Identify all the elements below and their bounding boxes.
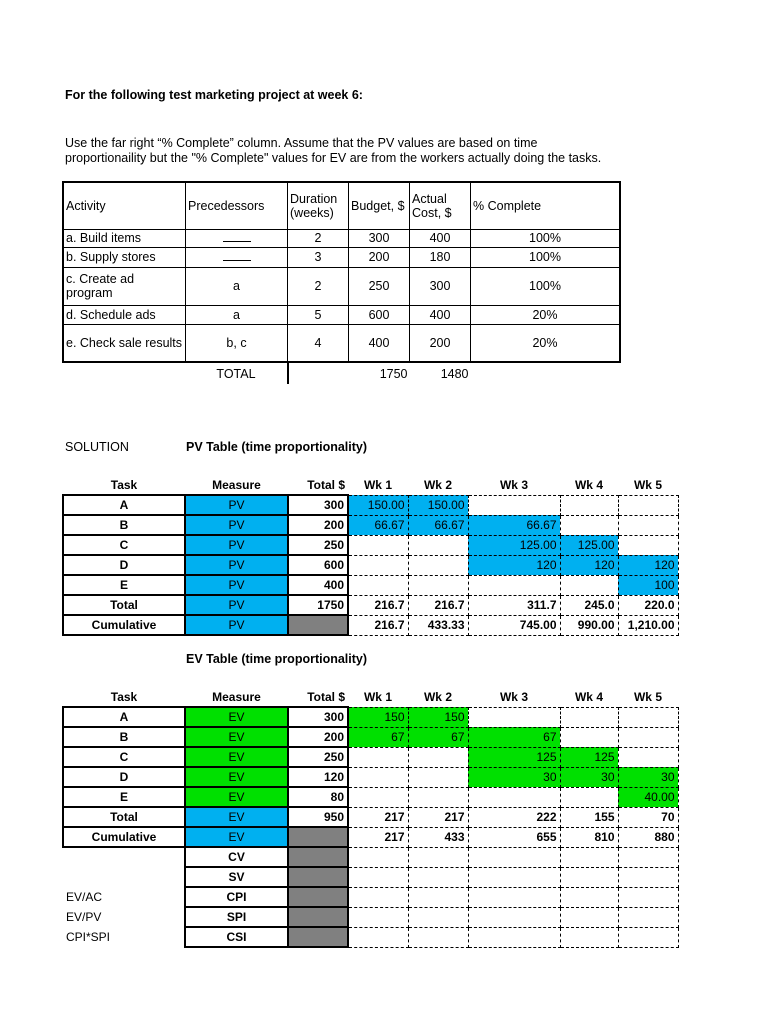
week-1-cell — [348, 747, 408, 767]
week-5-cell: 40.00 — [618, 787, 678, 807]
header-total: Total $ — [307, 478, 345, 492]
week-2-cell: 216.7 — [408, 595, 468, 615]
week-1-cell: 217 — [348, 827, 408, 847]
project-row — [63, 247, 620, 267]
metric-week-5-cell — [618, 907, 678, 927]
metric-total-cell — [288, 907, 348, 927]
header-predecessors: Precedessors — [186, 182, 288, 229]
actual-cell: 300 — [410, 267, 471, 305]
metric-week-4-cell — [560, 867, 618, 887]
week-2-cell: 67 — [408, 727, 468, 747]
header-budget: Budget, $ — [349, 182, 410, 229]
metric-week-4-cell — [560, 927, 618, 947]
metric-week-5-cell — [618, 887, 678, 907]
metric-formula-label: EV/AC — [66, 890, 103, 904]
header-activity: Activity — [63, 182, 186, 229]
measure-cell: EV — [185, 727, 288, 747]
metric-week-4-cell — [560, 887, 618, 907]
project-total-row — [63, 362, 620, 384]
actual-cell: 400 — [410, 305, 471, 324]
week-4-cell — [560, 707, 618, 727]
task-cell: Total — [63, 595, 185, 615]
complete-cell: 100% — [471, 229, 621, 247]
metric-week-3-cell — [468, 927, 560, 947]
table-row — [63, 727, 678, 747]
metric-formula-label: EV/PV — [66, 910, 102, 924]
header-measure: Measure — [212, 478, 261, 492]
task-cell: Cumulative — [63, 615, 185, 635]
week-1-cell: 216.7 — [348, 595, 408, 615]
budget-cell: 300 — [349, 229, 410, 247]
pv-table — [62, 476, 679, 636]
header-wk3: Wk 3 — [499, 690, 528, 705]
total-cell: 1750 — [288, 595, 348, 615]
week-5-cell: 100 — [618, 575, 678, 595]
task-cell: C — [63, 535, 185, 555]
week-3-cell: 222 — [468, 807, 560, 827]
metric-week-1-cell — [348, 907, 408, 927]
measure-cell: EV — [185, 767, 288, 787]
metric-week-5-cell — [618, 867, 678, 887]
table-row — [63, 747, 678, 767]
metric-week-3-cell — [468, 867, 560, 887]
header-task: Task — [110, 690, 138, 704]
metric-measure-cell: CPI — [185, 887, 288, 907]
week-5-cell — [618, 727, 678, 747]
metric-measure-cell: CV — [185, 847, 288, 867]
task-cell: Cumulative — [63, 827, 185, 847]
predecessor-blank — [186, 229, 288, 247]
header-wk2: Wk 2 — [423, 478, 452, 493]
duration-cell: 4 — [288, 324, 349, 362]
week-2-cell: 217 — [408, 807, 468, 827]
measure-cell: EV — [185, 787, 288, 807]
metric-week-1-cell — [348, 887, 408, 907]
week-4-cell: 990.00 — [560, 615, 618, 635]
metric-row — [63, 907, 678, 927]
table-row — [63, 807, 678, 827]
metric-measure-cell: SPI — [185, 907, 288, 927]
table-row — [63, 495, 678, 515]
total-cell: 200 — [288, 727, 348, 747]
actual-cell: 180 — [410, 247, 471, 267]
week-5-cell — [618, 707, 678, 727]
week-3-cell: 30 — [468, 767, 560, 787]
week-3-cell: 745.00 — [468, 615, 560, 635]
week-3-cell — [468, 707, 560, 727]
week-3-cell — [468, 575, 560, 595]
task-cell: E — [63, 787, 185, 807]
task-cell: B — [63, 515, 185, 535]
week-5-cell: 880 — [618, 827, 678, 847]
week-5-cell: 1,210.00 — [618, 615, 678, 635]
metric-measure-cell: CSI — [185, 927, 288, 947]
week-5-cell — [618, 495, 678, 515]
pv-table-title: PV Table (time proportionality) — [186, 440, 368, 454]
week-2-cell — [408, 575, 468, 595]
complete-cell: 20% — [471, 305, 621, 324]
metric-week-4-cell — [560, 907, 618, 927]
total-label: TOTAL — [186, 362, 288, 384]
week-5-cell: 70 — [618, 807, 678, 827]
week-1-cell — [348, 787, 408, 807]
table-row — [63, 615, 678, 635]
header-wk2: Wk 2 — [423, 690, 452, 705]
ev-table-title: EV Table (time proportionality) — [186, 652, 368, 666]
week-4-cell — [560, 727, 618, 747]
total-cell: 300 — [288, 495, 348, 515]
measure-cell: EV — [185, 827, 288, 847]
ev-table — [62, 688, 679, 948]
week-4-cell: 30 — [560, 767, 618, 787]
page-title: For the following test marketing project at week 6: — [65, 88, 363, 102]
instructions-text: Use the far right “% Complete” column. Assume that the PV values are based on time proportionaility but the "% Complete" values for EV are from the workers actually doing the tasks. — [65, 136, 602, 165]
measure-cell: PV — [185, 615, 288, 635]
header-actual-cost: Actual Cost, $ — [410, 182, 471, 229]
week-3-cell: 67 — [468, 727, 560, 747]
measure-cell: PV — [185, 535, 288, 555]
week-2-cell: 433.33 — [408, 615, 468, 635]
week-4-cell: 120 — [560, 555, 618, 575]
table-row — [63, 535, 678, 555]
week-2-cell: 66.67 — [408, 515, 468, 535]
week-4-cell — [560, 515, 618, 535]
table-row — [63, 595, 678, 615]
budget-cell: 400 — [349, 324, 410, 362]
total-cell: 300 — [288, 707, 348, 727]
week-3-cell: 311.7 — [468, 595, 560, 615]
budget-cell: 250 — [349, 267, 410, 305]
week-2-cell — [408, 535, 468, 555]
project-row — [63, 229, 620, 247]
task-cell: B — [63, 727, 185, 747]
table-row — [63, 827, 678, 847]
metric-measure-cell: SV — [185, 867, 288, 887]
week-2-cell — [408, 767, 468, 787]
budget-cell: 200 — [349, 247, 410, 267]
week-1-cell: 216.7 — [348, 615, 408, 635]
week-5-cell: 120 — [618, 555, 678, 575]
measure-cell: PV — [185, 555, 288, 575]
complete-cell: 100% — [471, 267, 621, 305]
total-cell: 250 — [288, 535, 348, 555]
metric-week-2-cell — [408, 927, 468, 947]
week-5-cell: 30 — [618, 767, 678, 787]
week-2-cell: 433 — [408, 827, 468, 847]
duration-cell: 5 — [288, 305, 349, 324]
duration-cell: 2 — [288, 229, 349, 247]
activity-cell: d. Schedule ads — [63, 305, 186, 324]
week-2-cell: 150 — [408, 707, 468, 727]
week-4-cell: 810 — [560, 827, 618, 847]
week-1-cell: 217 — [348, 807, 408, 827]
metric-week-3-cell — [468, 847, 560, 867]
header-wk5: Wk 5 — [633, 478, 662, 493]
metric-total-cell — [288, 867, 348, 887]
week-2-cell — [408, 747, 468, 767]
metric-week-4-cell — [560, 847, 618, 867]
week-1-cell: 67 — [348, 727, 408, 747]
duration-cell: 2 — [288, 267, 349, 305]
metric-formula-label — [63, 847, 185, 867]
header-wk3: Wk 3 — [499, 478, 528, 493]
metric-week-3-cell — [468, 907, 560, 927]
week-4-cell — [560, 787, 618, 807]
header-total: Total $ — [307, 690, 345, 704]
activity-cell: b. Supply stores — [63, 247, 186, 267]
table-row — [63, 787, 678, 807]
task-cell: C — [63, 747, 185, 767]
measure-cell: EV — [185, 807, 288, 827]
metric-formula-label: CPI*SPI — [66, 930, 111, 944]
task-cell: A — [63, 495, 185, 515]
metric-week-5-cell — [618, 927, 678, 947]
project-row — [63, 305, 620, 324]
solution-label: SOLUTION — [65, 440, 129, 454]
week-5-cell — [618, 747, 678, 767]
measure-cell: PV — [185, 595, 288, 615]
metric-week-2-cell — [408, 847, 468, 867]
metric-row — [63, 847, 678, 867]
predecessor-cell: a — [186, 267, 288, 305]
week-2-cell — [408, 555, 468, 575]
header-wk5: Wk 5 — [633, 690, 662, 705]
week-3-cell: 125.00 — [468, 535, 560, 555]
measure-cell: EV — [185, 747, 288, 767]
table-row — [63, 707, 678, 727]
week-1-cell — [348, 767, 408, 787]
week-5-cell: 220.0 — [618, 595, 678, 615]
metric-week-2-cell — [408, 907, 468, 927]
week-4-cell: 245.0 — [560, 595, 618, 615]
week-1-cell — [348, 535, 408, 555]
total-cell: 600 — [288, 555, 348, 575]
predecessor-blank — [186, 247, 288, 267]
metric-week-5-cell — [618, 847, 678, 867]
activity-cell: e. Check sale results — [63, 324, 186, 362]
total-actual: 1480 — [410, 362, 471, 384]
week-5-cell — [618, 535, 678, 555]
week-1-cell: 150.00 — [348, 495, 408, 515]
header-wk4: Wk 4 — [574, 478, 603, 493]
week-3-cell — [468, 787, 560, 807]
table-row — [63, 555, 678, 575]
metric-week-2-cell — [408, 887, 468, 907]
header-complete: % Complete — [471, 182, 621, 229]
week-3-cell — [468, 495, 560, 515]
total-cell — [288, 615, 348, 635]
measure-cell: PV — [185, 575, 288, 595]
measure-cell: PV — [185, 495, 288, 515]
header-wk4: Wk 4 — [574, 690, 603, 705]
week-4-cell — [560, 495, 618, 515]
metric-total-cell — [288, 847, 348, 867]
actual-cell: 400 — [410, 229, 471, 247]
week-1-cell — [348, 575, 408, 595]
activity-cell: a. Build items — [63, 229, 186, 247]
week-5-cell — [618, 515, 678, 535]
metric-formula-label — [63, 867, 185, 887]
metric-total-cell — [288, 927, 348, 947]
budget-cell: 600 — [349, 305, 410, 324]
week-3-cell: 125 — [468, 747, 560, 767]
measure-cell: EV — [185, 707, 288, 727]
task-cell: Total — [63, 807, 185, 827]
project-row — [63, 267, 620, 305]
total-cell: 200 — [288, 515, 348, 535]
total-budget: 1750 — [349, 362, 410, 384]
table-row — [63, 767, 678, 787]
task-cell: A — [63, 707, 185, 727]
metric-row — [63, 887, 678, 907]
metric-row — [63, 927, 678, 947]
metric-week-1-cell — [348, 867, 408, 887]
total-cell: 250 — [288, 747, 348, 767]
table-row — [63, 515, 678, 535]
total-cell: 120 — [288, 767, 348, 787]
header-wk1: Wk 1 — [363, 478, 392, 493]
week-1-cell: 66.67 — [348, 515, 408, 535]
measure-cell: PV — [185, 515, 288, 535]
metric-total-cell — [288, 887, 348, 907]
week-4-cell: 125 — [560, 747, 618, 767]
week-4-cell: 155 — [560, 807, 618, 827]
metric-week-2-cell — [408, 867, 468, 887]
header-duration: Duration (weeks) — [288, 182, 349, 229]
total-cell: 400 — [288, 575, 348, 595]
metric-week-1-cell — [348, 847, 408, 867]
total-cell: 950 — [288, 807, 348, 827]
week-1-cell: 150 — [348, 707, 408, 727]
task-cell: D — [63, 767, 185, 787]
project-row — [63, 324, 620, 362]
complete-cell: 20% — [471, 324, 621, 362]
week-2-cell: 150.00 — [408, 495, 468, 515]
week-3-cell: 120 — [468, 555, 560, 575]
header-task: Task — [110, 478, 138, 492]
week-3-cell: 655 — [468, 827, 560, 847]
week-4-cell — [560, 575, 618, 595]
metric-row — [63, 867, 678, 887]
week-1-cell — [348, 555, 408, 575]
metric-week-1-cell — [348, 927, 408, 947]
actual-cell: 200 — [410, 324, 471, 362]
activity-cell: c. Create ad program — [63, 267, 186, 305]
table-row — [63, 575, 678, 595]
task-cell: E — [63, 575, 185, 595]
week-3-cell: 66.67 — [468, 515, 560, 535]
predecessor-cell: b, c — [186, 324, 288, 362]
metric-week-3-cell — [468, 887, 560, 907]
header-measure: Measure — [212, 690, 261, 704]
week-2-cell — [408, 787, 468, 807]
total-cell: 80 — [288, 787, 348, 807]
week-4-cell: 125.00 — [560, 535, 618, 555]
complete-cell: 100% — [471, 247, 621, 267]
project-table — [62, 181, 621, 384]
duration-cell: 3 — [288, 247, 349, 267]
header-wk1: Wk 1 — [363, 690, 392, 705]
predecessor-cell: a — [186, 305, 288, 324]
total-cell — [288, 827, 348, 847]
task-cell: D — [63, 555, 185, 575]
